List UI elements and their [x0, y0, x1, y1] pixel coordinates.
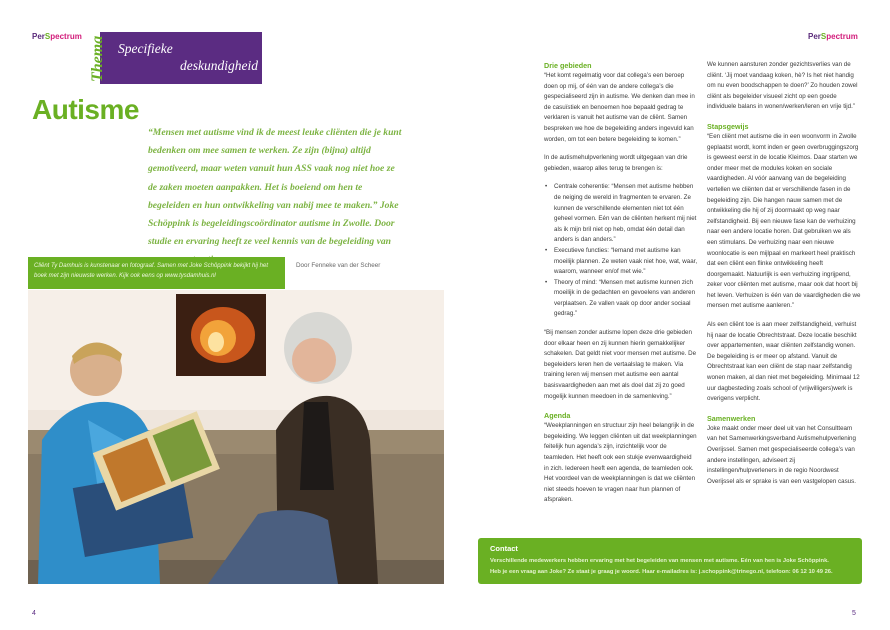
paragraph: “Weekplanningen en structuur zijn heel belangrijk in de begeleiding. We leggen cliënten uit dat weekplanningen feitelijk hun agenda’s zijn, inzichtelijk voor de teamleden. Het heeft ook een stukje evenwaardigheid in zich. Iedereen heeft een agenda, de teamleden ook. Het voordeel van de weekplanningen is dat we cliënten niet steeds hoeven te vragen naar hun plannen of afspraken. — [544, 422, 697, 504]
page-number-left: 4 — [32, 610, 36, 617]
photo-caption-bar — [28, 257, 285, 289]
contact-box — [478, 538, 862, 584]
perspectrum-logo-left: PerSpectrum — [32, 32, 82, 41]
article-title: Autisme — [32, 94, 139, 125]
bullet-list — [544, 182, 698, 320]
photo-illustration — [28, 290, 444, 584]
contact-title: Contact — [490, 544, 518, 553]
paragraph: “Een cliënt met autisme die in een woonvorm in Zwolle geplaatst wordt, komt inden er geen overbruggingszorg is geweest eerst in de locatie Kleimos. Daar starten we onder meer met de modules koken en sociale vaardigheden. Al vóór aanvang van de begeleiding vertellen we cliënten dat er verschillende fasen in de begeleiding zijn. Die hangen nauw samen met de ontwikkeling die hij of zij doormaakt op weg naar zelfstandigheid. Bij een nieuwe fase kan de verhuizing naar een andere locatie horen. Dat gebruiken we als een stimulans. De verhuizing naar een nieuwe woonlocatie is een mijlpaal en markeert heel praktisch dat een cliënt een flinke ontwikkeling heeft doorgemaakt. Natuurlijk is een verhuizing ingrijpend, zeker voor cliënten met autisme, maar ook dat hoort bij het leven. Verhuizen is één van de vaardigheden die we mensen met autisme aanleren.” — [707, 132, 861, 310]
heading-agenda: Agenda — [544, 411, 571, 421]
text-column-2 — [707, 60, 861, 495]
perspectrum-logo-right: PerSpectrum — [808, 32, 858, 41]
paragraph: In de autismehulpverlening wordt uitgegaan van drie gebieden, waarop alles terug te brengen is: — [544, 154, 688, 172]
list-item: • Theory of mind: “Mensen met autisme kunnen zich moeilijk in de gedachten en gevoelens van anderen verplaatsen. Ze vallen vaak op door ander sociaal gedrag.” — [544, 278, 698, 320]
contact-line-1: Verschillende medewerkers hebben ervaring met het begeleiden van mensen met autisme. Eén van hen is Joke Schöppink. — [490, 558, 829, 564]
paragraph: “Bij mensen zonder autisme lopen deze drie gebieden door elkaar heen en zij kunnen hierin gemakkelijker schakelen. Dat geldt niet voor mensen met autisme. De begeleiders leren hen de vertaalslag te maken. Via training leren wij mensen met autisme een aantal basisvaardigheden aan met als doel dat zij zo goed mogelijk kunnen meedoen in de samenleving.” — [544, 329, 697, 400]
photo-caption: Cliënt Ty Damhuis is kunstenaar en fotograaf. Samen met Joke Schöppink bekijkt hij het boek met zijn nieuwste werken. Kijk ook eens op www.tysdamhuis.nl — [34, 263, 269, 279]
contact-line-2: Heb je een vraag aan Joke? Ze staat je graag je woord. Haar e-mailadres is: j.schoppink@trinego.nl, telefoon: 06 12 10 49 26. — [490, 569, 833, 575]
paragraph: Joke maakt onder meer deel uit van het Consultteam van het Samenwerkingsverband Autismehulpverlening Overijssel. Samen met gespecialiseerde collega’s van andere instellingen, adviseert zij instellingen/hulpverleners in de regio Noordwest Overijssel als er sprake is van een vastgelopen casus. — [707, 424, 856, 485]
paragraph: Als een cliënt toe is aan meer zelfstandigheid, verhuist hij naar de locatie Obrechtstraat. Deze locatie beschikt over appartementen, waar cliënten zelfstandig wonen. De begeleiding is er meer op afstand. Vanuit de Obrechtstraat kan een cliënt de stap naar zelfstandig wonen maken, al dan niet met begeleiding. Minimaal 12 uur dagbesteding zoals school of (vrijwilligers)werk is overigens verplicht. — [707, 321, 860, 403]
thema-label: Thema — [89, 35, 106, 82]
article-photo — [28, 290, 444, 584]
list-item: • Centrale coherentie: “Mensen met autisme hebben de neiging de wereld in fragmenten te ervaren. Ze kunnen de verschillende elementen niet tot één geheel vormen. Eén van de cliënten herkent mij niet als ik mijn bril niet op heb, omdat één detail dan anders is dan anders.” — [544, 182, 698, 246]
lead-paragraph: “Mensen met autisme vind ik de meest leuke cliënten die je kunt bedenken om mee samen te werken. Ze zijn (bijna) altijd gemotiveerd, maar weten vanuit hun ASS vaak nog niet hoe ze de zaken moeten aanpakken. Het is boeiend om hen te begeleiden en hun ontwikkeling van nabij mee te maken.” Joke Schöppink is begeleidingscoördinator autisme in Zwolle. Door studie en ervaring heeft ze veel kennis van de begeleiding van — [148, 127, 402, 248]
heading-stapsgewijs: Stapsgewijs — [707, 121, 749, 131]
page-number-right: 5 — [852, 610, 856, 617]
woman-head — [292, 338, 336, 382]
author-byline: Door Fenneke van der Scheer — [296, 262, 381, 269]
heading-drie-gebieden: Drie gebieden — [544, 61, 592, 70]
paragraph: “Het komt regelmatig voor dat collega’s een beroep doen op mij, of één van de andere collega’s die gespecialiseerd zijn in autisme. We denken dan mee in de casuïstiek en benoemen hoe bepaald gedrag te verklaren is vanuit het autisme van de cliënt. Samen bespreken we hoe de begeleiding anders ingevuld kan worden, om tot een betere begeleiding te komen.” — [544, 72, 695, 143]
list-item: • Executieve functies: “Iemand met autisme kan moeilijk plannen. Ze weten vaak niet hoe, wat, waar, waarom, wanneer en/of met wie.” — [544, 246, 698, 278]
thema-title: Specifieke deskundigheid — [118, 41, 258, 73]
heading-samenwerken: Samenwerken — [707, 413, 756, 423]
paragraph: We kunnen aansturen zonder gezichtsverlies van de cliënt. ‘Jij moet vandaag koken, hè? Is het niet handig om nu even boodschappen te doen?’ Zo houden zowel cliënt als begeleider visueel zicht op een goede individuele balans in wonen/werken/leren en vrije tijd.” — [707, 61, 858, 111]
text-column-1 — [544, 60, 698, 514]
